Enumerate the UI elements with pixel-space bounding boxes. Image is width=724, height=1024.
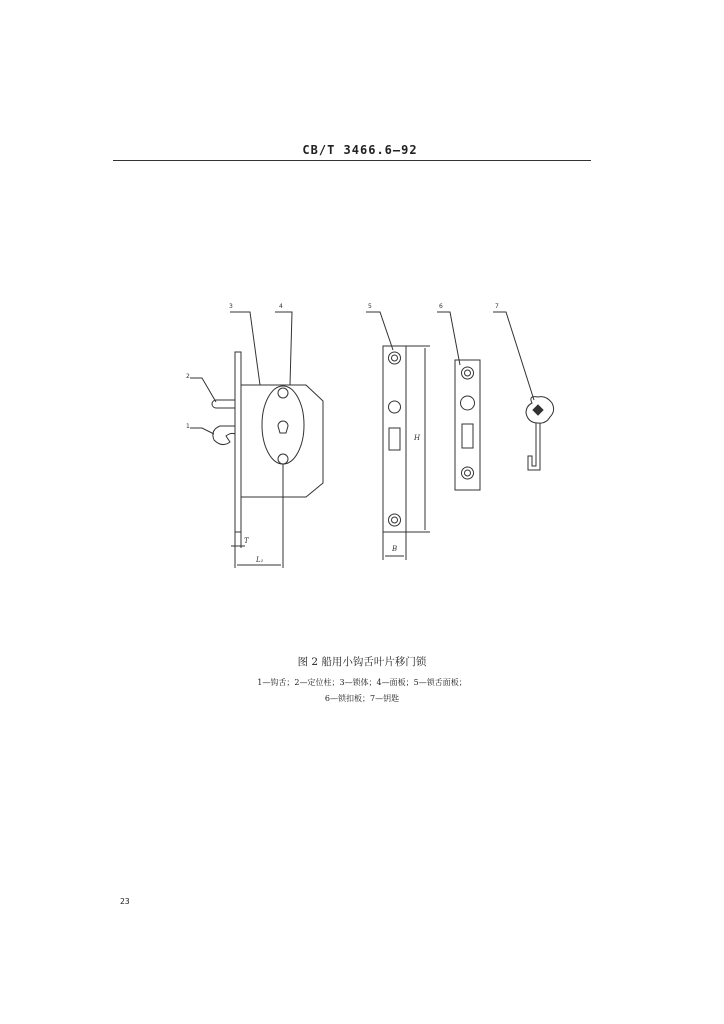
- callout-7: 7: [495, 303, 499, 310]
- callout-3: 3: [229, 303, 233, 310]
- dimension-h: H: [414, 434, 421, 442]
- callout-5: 5: [368, 303, 372, 310]
- dimension-t: T: [244, 537, 249, 545]
- dimension-b: B: [392, 545, 398, 553]
- standard-code: CB/T 3466.6—92: [302, 143, 418, 157]
- callout-6: 6: [439, 303, 443, 310]
- callout-2: 2: [186, 373, 190, 380]
- page-number: 23: [120, 897, 130, 906]
- callout-4: 4: [279, 303, 283, 310]
- face-plate: [235, 352, 241, 532]
- figure-caption: 图 2 船用小钩舌叶片移门锁: [297, 656, 427, 668]
- hook-tongue: [213, 426, 235, 445]
- figure-legend: [200, 675, 524, 707]
- tongue-face-plate: [383, 346, 406, 532]
- legend-line-1: 1—钩舌；2—定位柱；3—锁体；4—面板；5—锁舌面板；: [257, 678, 467, 687]
- dimension-l1: L₁: [256, 556, 264, 564]
- legend-line-2: 6—锁扣板；7—钥匙: [324, 694, 400, 703]
- callout-1: 1: [186, 423, 190, 430]
